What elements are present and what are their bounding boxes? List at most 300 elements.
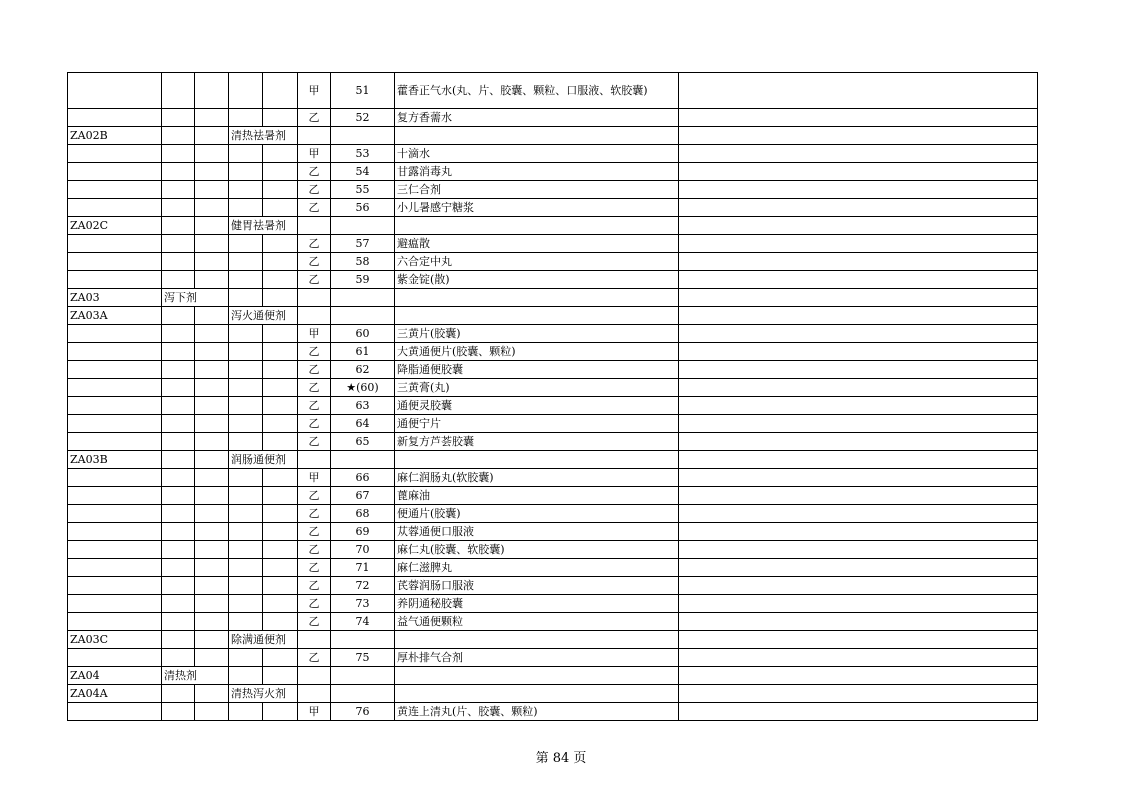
- empty-cell: [263, 577, 298, 595]
- category-code-cell: [68, 235, 162, 253]
- table-row: [68, 235, 1038, 253]
- drug-name-cell: 通便灵胶囊: [395, 397, 679, 415]
- remarks-cell: [679, 433, 1038, 451]
- remarks-cell: [679, 451, 1038, 469]
- empty-cell: [229, 577, 263, 595]
- drug-name-cell: [395, 451, 679, 469]
- empty-cell: [195, 487, 229, 505]
- category-code-cell: ZA04: [68, 667, 162, 685]
- category-code-cell: [68, 649, 162, 667]
- drug-name-cell: 紫金锭(散): [395, 271, 679, 289]
- table-row: [68, 577, 1038, 595]
- drug-name-cell: 三黄膏(丸): [395, 379, 679, 397]
- drug-name-cell: 芪蓉润肠口服液: [395, 577, 679, 595]
- item-number-cell: 59: [331, 271, 395, 289]
- item-number-cell: [331, 631, 395, 649]
- remarks-cell: [679, 181, 1038, 199]
- item-number-cell: 67: [331, 487, 395, 505]
- category-code-cell: ZA04A: [68, 685, 162, 703]
- empty-cell: [195, 379, 229, 397]
- drug-name-cell: 便通片(胶囊): [395, 505, 679, 523]
- drug-name-cell: 避瘟散: [395, 235, 679, 253]
- drug-name-cell: 麻仁丸(胶囊、软胶囊): [395, 541, 679, 559]
- empty-cell: [229, 541, 263, 559]
- item-number-cell: 71: [331, 559, 395, 577]
- item-number-cell: 55: [331, 181, 395, 199]
- category-code-cell: [68, 145, 162, 163]
- empty-cell: [229, 415, 263, 433]
- empty-cell: [195, 595, 229, 613]
- table-row: [68, 451, 1038, 469]
- table-body: [68, 73, 1038, 721]
- drug-name-cell: 通便宁片: [395, 415, 679, 433]
- item-number-cell: [331, 451, 395, 469]
- drug-name-cell: 三仁合剂: [395, 181, 679, 199]
- remarks-cell: [679, 163, 1038, 181]
- empty-cell: [162, 649, 195, 667]
- remarks-cell: [679, 145, 1038, 163]
- class-cell: 乙: [298, 577, 331, 595]
- drug-name-cell: [395, 127, 679, 145]
- empty-cell: [162, 109, 195, 127]
- remarks-cell: [679, 577, 1038, 595]
- class-cell: 甲: [298, 325, 331, 343]
- empty-cell: [229, 199, 263, 217]
- empty-cell: [162, 199, 195, 217]
- category-code-cell: [68, 181, 162, 199]
- class-cell: 乙: [298, 487, 331, 505]
- empty-cell: [195, 649, 229, 667]
- empty-cell: [263, 253, 298, 271]
- table-row: [68, 145, 1038, 163]
- class-cell: 乙: [298, 199, 331, 217]
- drug-name-cell: 甘露消毒丸: [395, 163, 679, 181]
- remarks-cell: [679, 307, 1038, 325]
- table-row: [68, 667, 1038, 685]
- empty-cell: [162, 361, 195, 379]
- class-cell: 乙: [298, 415, 331, 433]
- empty-cell: [229, 595, 263, 613]
- class-cell: 乙: [298, 109, 331, 127]
- empty-cell: [195, 631, 229, 649]
- table-row: [68, 127, 1038, 145]
- table-row: [68, 559, 1038, 577]
- remarks-cell: [679, 469, 1038, 487]
- drug-name-cell: 麻仁滋脾丸: [395, 559, 679, 577]
- empty-cell: [263, 415, 298, 433]
- empty-cell: [229, 343, 263, 361]
- level2-category-cell: 健胃祛暑剂: [229, 217, 298, 235]
- table-row: [68, 397, 1038, 415]
- empty-cell: [229, 163, 263, 181]
- item-number-cell: 76: [331, 703, 395, 721]
- drug-name-cell: 降脂通便胶囊: [395, 361, 679, 379]
- empty-cell: [195, 343, 229, 361]
- category-code-cell: [68, 73, 162, 109]
- empty-cell: [195, 451, 229, 469]
- empty-cell: [162, 379, 195, 397]
- empty-cell: [263, 595, 298, 613]
- table-row: [68, 73, 1038, 109]
- category-code-cell: [68, 325, 162, 343]
- remarks-cell: [679, 487, 1038, 505]
- item-number-cell: 51: [331, 73, 395, 109]
- remarks-cell: [679, 523, 1038, 541]
- empty-cell: [229, 145, 263, 163]
- drug-name-cell: 麻仁润肠丸(软胶囊): [395, 469, 679, 487]
- class-cell: 乙: [298, 361, 331, 379]
- empty-cell: [195, 235, 229, 253]
- category-code-cell: [68, 415, 162, 433]
- class-cell: 甲: [298, 469, 331, 487]
- level2-category-cell: 除满通便剂: [229, 631, 298, 649]
- empty-cell: [229, 181, 263, 199]
- table-row: [68, 109, 1038, 127]
- empty-cell: [229, 289, 263, 307]
- table-row: [68, 379, 1038, 397]
- empty-cell: [263, 703, 298, 721]
- remarks-cell: [679, 631, 1038, 649]
- remarks-cell: [679, 505, 1038, 523]
- empty-cell: [229, 469, 263, 487]
- remarks-cell: [679, 343, 1038, 361]
- category-code-cell: [68, 613, 162, 631]
- item-number-cell: [331, 667, 395, 685]
- empty-cell: [162, 613, 195, 631]
- empty-cell: [229, 361, 263, 379]
- remarks-cell: [679, 325, 1038, 343]
- remarks-cell: [679, 613, 1038, 631]
- drug-name-cell: 黄连上清丸(片、胶囊、颗粒): [395, 703, 679, 721]
- item-number-cell: 56: [331, 199, 395, 217]
- table-row: [68, 271, 1038, 289]
- empty-cell: [162, 469, 195, 487]
- remarks-cell: [679, 541, 1038, 559]
- remarks-cell: [679, 271, 1038, 289]
- drug-name-cell: [395, 685, 679, 703]
- level1-category-cell: 泻下剂: [162, 289, 229, 307]
- empty-cell: [162, 271, 195, 289]
- empty-cell: [162, 685, 195, 703]
- class-cell: 乙: [298, 433, 331, 451]
- remarks-cell: [679, 289, 1038, 307]
- class-cell: [298, 685, 331, 703]
- table-row: [68, 433, 1038, 451]
- empty-cell: [162, 487, 195, 505]
- remarks-cell: [679, 397, 1038, 415]
- empty-cell: [162, 559, 195, 577]
- class-cell: [298, 217, 331, 235]
- empty-cell: [162, 703, 195, 721]
- drug-name-cell: 新复方芦荟胶囊: [395, 433, 679, 451]
- empty-cell: [162, 595, 195, 613]
- empty-cell: [195, 181, 229, 199]
- empty-cell: [162, 523, 195, 541]
- item-number-cell: 64: [331, 415, 395, 433]
- category-code-cell: [68, 253, 162, 271]
- category-code-cell: [68, 469, 162, 487]
- empty-cell: [162, 127, 195, 145]
- empty-cell: [195, 271, 229, 289]
- table-row: [68, 343, 1038, 361]
- empty-cell: [263, 613, 298, 631]
- empty-cell: [195, 253, 229, 271]
- item-number-cell: 69: [331, 523, 395, 541]
- drug-name-cell: 蓖麻油: [395, 487, 679, 505]
- remarks-cell: [679, 73, 1038, 109]
- item-number-cell: 61: [331, 343, 395, 361]
- category-code-cell: [68, 361, 162, 379]
- remarks-cell: [679, 217, 1038, 235]
- empty-cell: [229, 667, 263, 685]
- table-row: [68, 181, 1038, 199]
- category-code-cell: [68, 505, 162, 523]
- item-number-cell: 65: [331, 433, 395, 451]
- class-cell: 乙: [298, 343, 331, 361]
- empty-cell: [162, 433, 195, 451]
- drug-name-cell: [395, 667, 679, 685]
- empty-cell: [195, 73, 229, 109]
- empty-cell: [263, 199, 298, 217]
- category-code-cell: [68, 523, 162, 541]
- empty-cell: [162, 631, 195, 649]
- empty-cell: [162, 397, 195, 415]
- empty-cell: [195, 559, 229, 577]
- empty-cell: [263, 541, 298, 559]
- table-row: [68, 217, 1038, 235]
- item-number-cell: 62: [331, 361, 395, 379]
- category-code-cell: [68, 703, 162, 721]
- item-number-cell: [331, 217, 395, 235]
- empty-cell: [229, 523, 263, 541]
- item-number-cell: 58: [331, 253, 395, 271]
- class-cell: 乙: [298, 379, 331, 397]
- empty-cell: [263, 523, 298, 541]
- class-cell: 乙: [298, 559, 331, 577]
- drug-name-cell: 大黄通便片(胶囊、颗粒): [395, 343, 679, 361]
- drug-name-cell: [395, 307, 679, 325]
- category-code-cell: [68, 541, 162, 559]
- class-cell: 乙: [298, 541, 331, 559]
- empty-cell: [162, 253, 195, 271]
- class-cell: 乙: [298, 397, 331, 415]
- drug-name-cell: 厚朴排气合剂: [395, 649, 679, 667]
- empty-cell: [195, 325, 229, 343]
- table-row: [68, 541, 1038, 559]
- class-cell: 乙: [298, 649, 331, 667]
- empty-cell: [263, 109, 298, 127]
- category-code-cell: ZA03: [68, 289, 162, 307]
- empty-cell: [263, 271, 298, 289]
- empty-cell: [162, 343, 195, 361]
- empty-cell: [195, 541, 229, 559]
- item-number-cell: 54: [331, 163, 395, 181]
- table-row: [68, 325, 1038, 343]
- table-row: [68, 307, 1038, 325]
- drug-name-cell: [395, 217, 679, 235]
- table-row: [68, 289, 1038, 307]
- table-row: [68, 163, 1038, 181]
- drug-name-cell: 小儿暑感宁糖浆: [395, 199, 679, 217]
- empty-cell: [263, 145, 298, 163]
- drug-name-cell: 六合定中丸: [395, 253, 679, 271]
- level2-category-cell: 清热泻火剂: [229, 685, 298, 703]
- item-number-cell: 63: [331, 397, 395, 415]
- remarks-cell: [679, 667, 1038, 685]
- empty-cell: [229, 505, 263, 523]
- item-number-cell: [331, 685, 395, 703]
- drug-catalog-table: [67, 72, 1038, 721]
- empty-cell: [195, 469, 229, 487]
- level2-category-cell: 泻火通便剂: [229, 307, 298, 325]
- class-cell: [298, 307, 331, 325]
- category-code-cell: [68, 271, 162, 289]
- drug-name-cell: 藿香正气水(丸、片、胶囊、颗粒、口服液、软胶囊): [395, 73, 679, 109]
- item-number-cell: 66: [331, 469, 395, 487]
- empty-cell: [263, 397, 298, 415]
- remarks-cell: [679, 415, 1038, 433]
- remarks-cell: [679, 361, 1038, 379]
- item-number-cell: 72: [331, 577, 395, 595]
- remarks-cell: [679, 649, 1038, 667]
- empty-cell: [263, 361, 298, 379]
- item-number-cell: 70: [331, 541, 395, 559]
- empty-cell: [229, 235, 263, 253]
- category-code-cell: [68, 109, 162, 127]
- empty-cell: [263, 505, 298, 523]
- category-code-cell: [68, 433, 162, 451]
- item-number-cell: 75: [331, 649, 395, 667]
- empty-cell: [263, 181, 298, 199]
- table-row: [68, 253, 1038, 271]
- category-code-cell: [68, 343, 162, 361]
- empty-cell: [195, 415, 229, 433]
- table-row: [68, 487, 1038, 505]
- empty-cell: [162, 325, 195, 343]
- table-row: [68, 631, 1038, 649]
- empty-cell: [162, 181, 195, 199]
- empty-cell: [162, 73, 195, 109]
- empty-cell: [195, 217, 229, 235]
- item-number-cell: 53: [331, 145, 395, 163]
- empty-cell: [195, 127, 229, 145]
- empty-cell: [229, 271, 263, 289]
- empty-cell: [162, 415, 195, 433]
- class-cell: 甲: [298, 703, 331, 721]
- class-cell: 甲: [298, 73, 331, 109]
- empty-cell: [195, 163, 229, 181]
- empty-cell: [229, 613, 263, 631]
- category-code-cell: ZA02C: [68, 217, 162, 235]
- class-cell: 乙: [298, 271, 331, 289]
- empty-cell: [263, 289, 298, 307]
- empty-cell: [229, 109, 263, 127]
- item-number-cell: 52: [331, 109, 395, 127]
- level1-category-cell: 清热剂: [162, 667, 229, 685]
- empty-cell: [162, 451, 195, 469]
- empty-cell: [162, 307, 195, 325]
- remarks-cell: [679, 703, 1038, 721]
- category-code-cell: [68, 199, 162, 217]
- empty-cell: [229, 379, 263, 397]
- empty-cell: [162, 163, 195, 181]
- class-cell: 乙: [298, 163, 331, 181]
- empty-cell: [229, 559, 263, 577]
- category-code-cell: [68, 487, 162, 505]
- table-row: [68, 595, 1038, 613]
- table-row: [68, 415, 1038, 433]
- item-number-cell: [331, 127, 395, 145]
- item-number-cell: 73: [331, 595, 395, 613]
- empty-cell: [162, 235, 195, 253]
- drug-name-cell: [395, 631, 679, 649]
- empty-cell: [229, 325, 263, 343]
- class-cell: 乙: [298, 253, 331, 271]
- empty-cell: [263, 343, 298, 361]
- empty-cell: [195, 433, 229, 451]
- empty-cell: [263, 73, 298, 109]
- empty-cell: [263, 433, 298, 451]
- remarks-cell: [679, 127, 1038, 145]
- class-cell: [298, 289, 331, 307]
- empty-cell: [162, 505, 195, 523]
- category-code-cell: [68, 379, 162, 397]
- remarks-cell: [679, 235, 1038, 253]
- class-cell: 乙: [298, 505, 331, 523]
- remarks-cell: [679, 379, 1038, 397]
- class-cell: [298, 667, 331, 685]
- drug-name-cell: 养阴通秘胶囊: [395, 595, 679, 613]
- empty-cell: [162, 541, 195, 559]
- item-number-cell: [331, 307, 395, 325]
- empty-cell: [263, 469, 298, 487]
- table-row: [68, 523, 1038, 541]
- category-code-cell: [68, 163, 162, 181]
- empty-cell: [195, 523, 229, 541]
- empty-cell: [195, 613, 229, 631]
- empty-cell: [263, 667, 298, 685]
- empty-cell: [162, 145, 195, 163]
- empty-cell: [263, 325, 298, 343]
- table-row: [68, 199, 1038, 217]
- drug-name-cell: 三黄片(胶囊): [395, 325, 679, 343]
- table-row: [68, 613, 1038, 631]
- class-cell: 甲: [298, 145, 331, 163]
- empty-cell: [195, 199, 229, 217]
- empty-cell: [229, 397, 263, 415]
- category-code-cell: ZA03B: [68, 451, 162, 469]
- empty-cell: [195, 577, 229, 595]
- empty-cell: [229, 703, 263, 721]
- class-cell: [298, 451, 331, 469]
- item-number-cell: 57: [331, 235, 395, 253]
- category-code-cell: [68, 595, 162, 613]
- empty-cell: [195, 397, 229, 415]
- category-code-cell: [68, 559, 162, 577]
- drug-name-cell: 苁蓉通便口服液: [395, 523, 679, 541]
- drug-name-cell: [395, 289, 679, 307]
- empty-cell: [162, 217, 195, 235]
- item-number-cell: 74: [331, 613, 395, 631]
- class-cell: 乙: [298, 595, 331, 613]
- category-code-cell: ZA03C: [68, 631, 162, 649]
- drug-name-cell: 复方香薷水: [395, 109, 679, 127]
- class-cell: 乙: [298, 523, 331, 541]
- remarks-cell: [679, 253, 1038, 271]
- class-cell: 乙: [298, 181, 331, 199]
- item-number-cell: ★(60): [331, 379, 395, 397]
- table-row: [68, 649, 1038, 667]
